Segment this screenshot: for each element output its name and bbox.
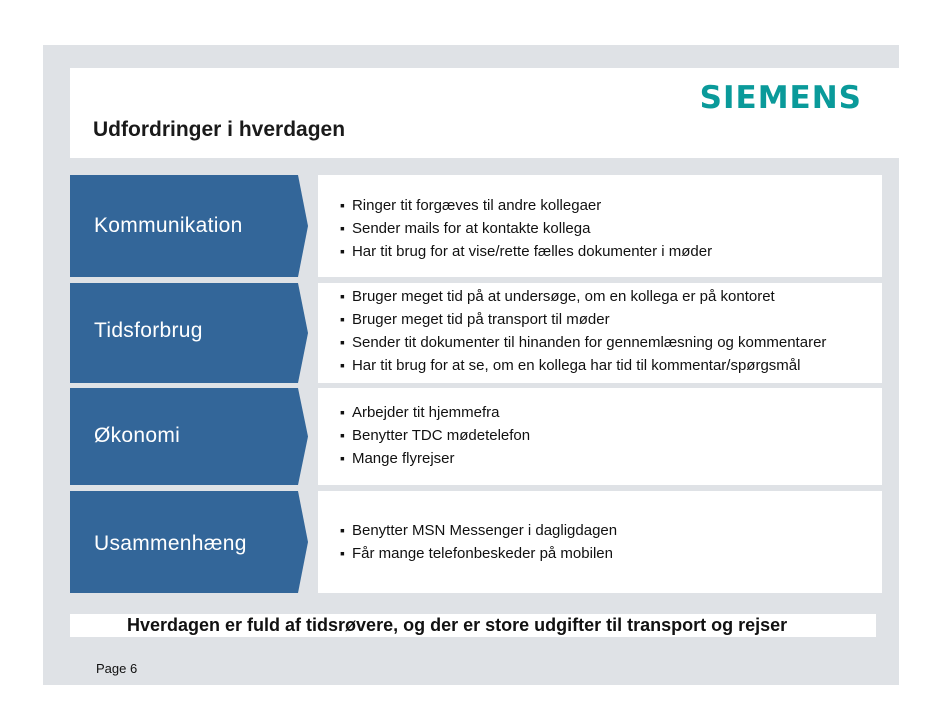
bullet-list — [340, 401, 530, 470]
bullet-panel — [318, 388, 882, 485]
bullet-list — [340, 519, 617, 565]
challenge-row-tidsforbrug — [70, 283, 882, 383]
bullet-item: ▪ Ringer tit forgæves til andre kollegaer — [340, 194, 712, 217]
siemens-logo: SIEMENS — [699, 80, 862, 116]
slide-title: Udfordringer i hverdagen — [93, 118, 346, 141]
bullet-item: ▪ Får mange telefonbeskeder på mobilen — [340, 542, 617, 565]
conclusion-banner: Hverdagen er fuld af tidsrøvere, og der er store udgifter til transport og rejser — [70, 614, 876, 637]
bullet-item: ▪ Bruger meget tid på transport til møder — [340, 308, 826, 331]
bullet-item: ▪ Sender tit dokumenter til hinanden for gennemlæsning og kommentarer — [340, 331, 826, 354]
category-label: Økonomi — [94, 424, 181, 447]
challenge-row-kommunikation — [70, 175, 882, 277]
slide-header — [70, 68, 899, 158]
bullet-list — [340, 285, 826, 377]
page-number: Page 6 — [96, 661, 138, 676]
bullet-item: ▪ Bruger meget tid på at undersøge, om en kollega er på kontoret — [340, 285, 826, 308]
bullet-item: ▪ Mange flyrejser — [340, 447, 530, 470]
bullet-item: ▪ Har tit brug for at se, om en kollega har tid til kommentar/spørgsmål — [340, 354, 826, 377]
category-label: Usammenhæng — [94, 532, 247, 555]
bullet-item: ▪ Benytter MSN Messenger i dagligdagen — [340, 519, 617, 542]
bullet-item: ▪ Benytter TDC mødetelefon — [340, 424, 530, 447]
bullet-panel — [318, 491, 882, 593]
bullet-item: ▪ Har tit brug for at vise/rette fælles dokumenter i møder — [340, 240, 712, 263]
challenge-row-okonomi — [70, 388, 882, 485]
category-label: Tidsforbrug — [94, 319, 203, 342]
bullet-item: ▪ Sender mails for at kontakte kollega — [340, 217, 712, 240]
bullet-panel — [318, 283, 882, 383]
bullet-list — [340, 194, 712, 263]
challenge-row-usammenhaeng — [70, 491, 882, 593]
bullet-panel — [318, 175, 882, 277]
category-label: Kommunikation — [94, 214, 243, 237]
bullet-item: ▪ Arbejder tit hjemmefra — [340, 401, 530, 424]
